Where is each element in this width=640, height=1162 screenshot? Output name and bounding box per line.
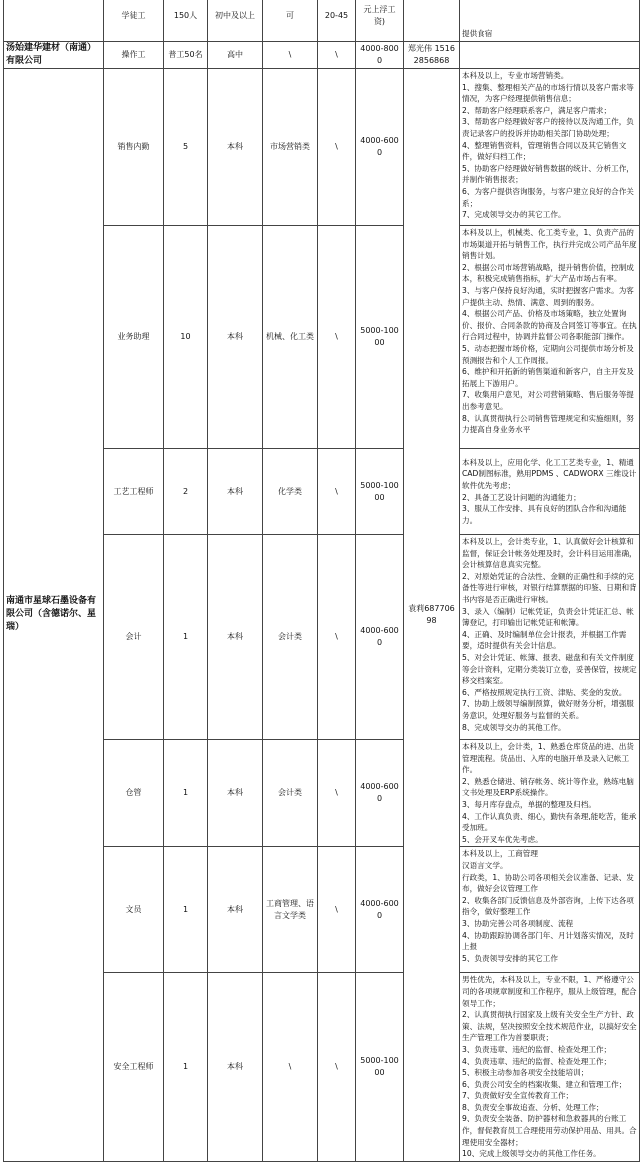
table-row	[4, 0, 640, 42]
major-cell: 会计类	[263, 535, 318, 740]
duty-cell: 提供食宿	[460, 0, 640, 42]
duty-line: 本科及以上，会计类，1、熟悉仓库货品的进、出货管理流程。货品出、入库的电脑开单及录入记帐工作。	[462, 742, 634, 775]
duty-line: 行政类，1、协助公司各项相关会议准备、记录、发布，做好会议管理工作	[462, 872, 634, 894]
duty-line: 7、完成领导交办的其它工作。	[462, 210, 566, 220]
duty-line: 8、完成领导交办的其他工作。	[462, 722, 566, 732]
duty-line: 2、认真贯彻执行国家及上级有关安全生产方针、政策、法规，坚决按照安全技术规范作业，以搞好安全生产管理工作为首要职责；	[462, 1010, 637, 1043]
major-cell: 会计类	[263, 740, 318, 847]
count-cell: 1	[164, 740, 208, 847]
duty-line: 8、负责安全事故追查、分析、处理工作；	[462, 1102, 604, 1112]
duty-line: 6、维护和开拓新的销售渠道和新客户，自主开发及拓展上下游用户。	[462, 367, 634, 388]
count-cell: 10	[164, 226, 208, 449]
duty-line: 3、服从工作安排、具有良好的团队合作和沟通能力。	[462, 504, 627, 525]
count-cell: 1	[164, 973, 208, 1162]
duty-line: 6、为客户提供咨询服务，与客户建立良好的合作关系；	[462, 186, 634, 208]
duty-line: 5、对会计凭证、帐簿、报表、磁盘和有关文件制度等会计资料，定期分类装订立卷，妥善保管，按规定移交档案室。	[462, 652, 637, 686]
count-cell: 1	[164, 535, 208, 740]
position-cell: 文员	[104, 847, 164, 973]
education-cell: 本科	[208, 69, 263, 226]
duty-line: 汉语言文学。	[462, 860, 508, 870]
duty-line: 10、完成上级领导交办的其他工作任务。	[462, 1149, 601, 1159]
duty-line: 2、收集各部门反馈信息及外部咨询，上传下达各项指令，做好整理工作	[462, 895, 634, 917]
duty-line: 5、积极主动参加各项安全技能培训；	[462, 1068, 589, 1078]
age-cell: \	[318, 740, 356, 847]
duty-line: 4、整理销售资料，管理销售合同以及其它销售文件，做好归档工作；	[462, 140, 627, 162]
age-cell: \	[318, 535, 356, 740]
duty-line: 3、与客户保持良好沟通，实时把握客户需求。为客户提供主动、热情、满意、周到的服务。	[462, 285, 634, 307]
duty-line: 5、会开叉车优先考虑。	[462, 834, 543, 844]
duty-line: 5、动态把握市场价格，定期向公司提供市场分析及预测报告和个人工作周报。	[462, 343, 634, 365]
company-cell	[4, 0, 104, 42]
count-cell: 1	[164, 847, 208, 973]
contact-cell: 袁莉68770698	[404, 69, 460, 1162]
count-cell: 2	[164, 449, 208, 535]
salary-cell: 5000-10000	[356, 449, 404, 535]
count-cell: 普工50名	[164, 42, 208, 69]
duty-cell	[460, 69, 640, 226]
duty-cell	[460, 847, 640, 973]
duty-line: 本科及以上，应用化学、化工工艺类专业，1、精通CAD制图标准，熟用PDMS 、CADWORX 三维设计软件优先考虑；	[462, 457, 637, 490]
salary-cell: 4000-6000	[356, 69, 404, 226]
duty-cell	[460, 226, 640, 449]
age-cell: \	[318, 449, 356, 535]
position-cell: 仓管	[104, 740, 164, 847]
salary-cell: 4000-6000	[356, 740, 404, 847]
position-cell: 会计	[104, 535, 164, 740]
salary-cell: 5000-10000	[356, 226, 404, 449]
salary-cell: 4000-6000	[356, 847, 404, 973]
count-cell: 5	[164, 69, 208, 226]
age-cell: \	[318, 69, 356, 226]
major-cell: \	[263, 973, 318, 1162]
count-cell: 150人	[164, 0, 208, 42]
major-cell: 市场营销类	[263, 69, 318, 226]
education-cell: 高中	[208, 42, 263, 69]
position-cell: 销售内勤	[104, 69, 164, 226]
duty-line: 4、协助跟踪协调各部门年、月计划落实情况，及时上报	[462, 930, 634, 952]
education-cell: 本科	[208, 740, 263, 847]
duty-line: 3、协助完善公司各项制度、流程	[462, 918, 574, 928]
education-cell: 本科	[208, 847, 263, 973]
duty-line: 7、负责做好安全宣传教育工作；	[462, 1091, 574, 1101]
duty-line: 本科及以上，会计类专业，1、认真做好会计核算和监督，保证会计帐务处理及时，会计科目运用准确，会计核算信息真实完整。	[462, 537, 637, 570]
duty-line: 2、熟悉仓储进、销存帐务、统计等作业，熟练电脑文书处理及ERP系统操作。	[462, 776, 634, 798]
contact-cell	[404, 0, 460, 42]
table-row	[4, 42, 640, 69]
major-cell: 工商管理、语言文学类	[263, 847, 318, 973]
duty-line: 5、协助客户经理做好销售数据的统计、分析工作，并制作销售报表；	[462, 163, 634, 185]
duty-cell	[460, 973, 640, 1162]
duty-cell	[460, 535, 640, 740]
duty-line: 9、负责安全装备、防护器材和急救器具的台账工作，督促教育员工合理使用劳动保护用品、用具。合理使用安全器材；	[462, 1114, 637, 1147]
age-cell: \	[318, 226, 356, 449]
duty-line: 6、负责公司安全的档案收集、建立和管理工作；	[462, 1079, 627, 1089]
recruitment-table	[3, 0, 640, 1162]
duty-line: 5、负责领导安排的其它工作	[462, 953, 558, 963]
duty-line: 2、对原始凭证的合法性、金额的正确性和手续的完备性等进行审核，对银行结算票据的印鉴、日期和背书内容是否正确进行审核。	[462, 571, 637, 604]
age-cell: \	[318, 973, 356, 1162]
age-cell: 20-45	[318, 0, 356, 42]
duty-line: 7、收集用户意见，对公司营销策略、售后服务等提出参考意见。	[462, 390, 634, 411]
duty-line: 4、负责违章、违纪的监督、检查处理工作；	[462, 1056, 612, 1066]
duty-line: 2、根据公司市场营销战略，提升销售价值，控制成本，积极完成销售指标，扩大产品市场占有率。	[462, 262, 634, 284]
duty-line: 4、根据公司产品、价格及市场策略，独立处置询价、报价、合同条款的协商及合同签订等事宜。在执行合同过程中，协调并监督公司各职能部门操作。	[462, 309, 637, 342]
salary-cell: 4000-6000	[356, 535, 404, 740]
duty-line: 4、工作认真负责、细心，勤快有条理,能吃苦，能承受加班。	[462, 811, 637, 833]
age-cell: \	[318, 847, 356, 973]
company-name: 汤始建华建材（南通）有限公司	[4, 42, 104, 69]
education-cell: 本科	[208, 226, 263, 449]
duty-line: 3、录入（编制）记帐凭证，负责会计凭证汇总、帐簿登记，打印输出记帐凭证和帐簿。	[462, 606, 634, 628]
duty-line: 6、严格按照规定执行工资、津贴、奖金的发放。	[462, 687, 627, 697]
duty-cell	[460, 42, 640, 69]
age-cell: \	[318, 42, 356, 69]
major-cell: 可	[263, 0, 318, 42]
duty-line: 2、帮助客户经理联系客户，满足客户需求；	[462, 105, 612, 115]
education-cell: 初中及以上	[208, 0, 263, 42]
duty-line: 7、协助上级领导编制预算，做好财务分析，增强服务意识，处理好服务与监督的关系。	[462, 699, 634, 720]
position-cell: 业务助理	[104, 226, 164, 449]
duty-line: 3、帮助客户经理做好客户的接待以及沟通工作，负责记录客户的投诉并协助相关部门协助处理；	[462, 117, 634, 138]
education-cell: 本科	[208, 973, 263, 1162]
duty-line: 4、正确、及时编制单位会计报表，并根据工作需要，适时提供有关会计信息。	[462, 629, 627, 651]
duty-line: 男性优先，本科及以上，专业不限，1、严格遵守公司的各项规章制度和工作程序，服从上级管理，配合领导工作；	[462, 975, 637, 1008]
duty-line: 2、具备工艺设计问题的沟通能力；	[462, 492, 581, 502]
salary-cell: 元上浮工资)	[356, 0, 404, 42]
major-cell: \	[263, 42, 318, 69]
duty-line: 3、每月库存盘点，单据的整理及归档。	[462, 799, 596, 809]
education-cell: 本科	[208, 449, 263, 535]
salary-cell: 5000-10000	[356, 973, 404, 1162]
duty-line: 1、搜集、整理相关产品的市场行情以及客户需求等情况，为客户经理提供销售信息；	[462, 82, 634, 104]
duty-line: 本科及以上，工商管理	[462, 849, 538, 859]
duty-cell	[460, 740, 640, 847]
education-cell: 本科	[208, 535, 263, 740]
major-cell: 化学类	[263, 449, 318, 535]
duty-cell	[460, 449, 640, 535]
duty-line: 3、负责违章、违纪的监督、检查处理工作；	[462, 1044, 612, 1054]
table-row	[4, 69, 640, 226]
position-cell: 操作工	[104, 42, 164, 69]
position-cell: 安全工程师	[104, 973, 164, 1162]
company-name: 南通市星球石墨设备有限公司（含德诺尔、星瑞）	[4, 69, 104, 1162]
duty-line: 8、认真贯彻执行公司销售管理规定和实施细则，努力提高自身业务水平	[462, 413, 634, 435]
position-cell: 学徒工	[104, 0, 164, 42]
duty-line: 本科及以上，机械类、化工类专业，1、负责产品的市场渠道开拓与销售工作，执行并完成公司产品年度销售计划。	[462, 228, 637, 261]
major-cell: 机械、化工类	[263, 226, 318, 449]
salary-cell: 4000-8000	[356, 42, 404, 69]
duty-line: 本科及以上，专业市场营销类。	[462, 71, 569, 80]
contact-cell: 郑光伟 15162856868	[404, 42, 460, 69]
position-cell: 工艺工程师	[104, 449, 164, 535]
